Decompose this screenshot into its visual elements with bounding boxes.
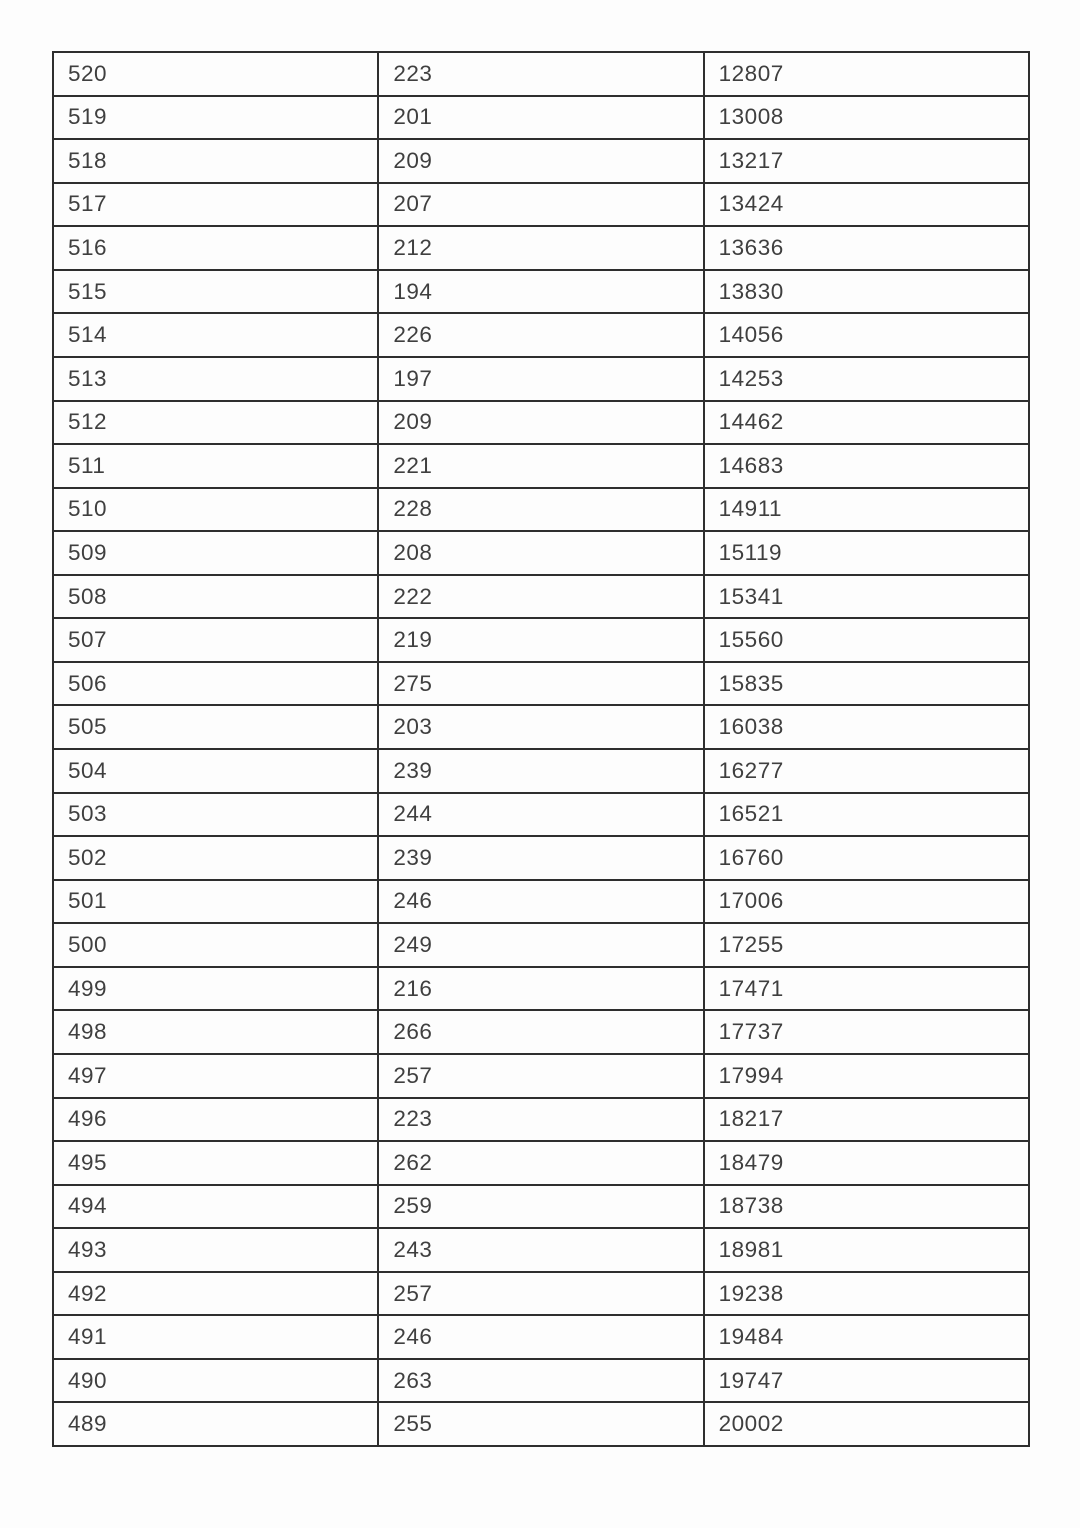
table-cell: 13830 (704, 270, 1029, 314)
table-cell: 197 (378, 357, 703, 401)
table-row (53, 1272, 1029, 1316)
table-cell: 13008 (704, 96, 1029, 140)
table-cell: 489 (53, 1402, 378, 1446)
table-cell: 491 (53, 1315, 378, 1359)
table-cell: 18479 (704, 1141, 1029, 1185)
table-cell: 209 (378, 139, 703, 183)
table-row (53, 1228, 1029, 1272)
table-cell: 518 (53, 139, 378, 183)
table-cell: 239 (378, 749, 703, 793)
table-cell: 514 (53, 313, 378, 357)
table-cell: 511 (53, 444, 378, 488)
table-cell: 19484 (704, 1315, 1029, 1359)
table-cell: 13424 (704, 183, 1029, 227)
table-cell: 512 (53, 401, 378, 445)
table-cell: 223 (378, 1098, 703, 1142)
table-cell: 19747 (704, 1359, 1029, 1403)
table-cell: 246 (378, 880, 703, 924)
table-cell: 221 (378, 444, 703, 488)
table-cell: 266 (378, 1010, 703, 1054)
table-cell: 516 (53, 226, 378, 270)
table-cell: 16760 (704, 836, 1029, 880)
score-distribution-table (52, 51, 1030, 1447)
table-cell: 201 (378, 96, 703, 140)
table-cell: 16038 (704, 705, 1029, 749)
table-cell: 209 (378, 401, 703, 445)
table-cell: 17255 (704, 923, 1029, 967)
table-cell: 500 (53, 923, 378, 967)
table-cell: 223 (378, 52, 703, 96)
table-row (53, 401, 1029, 445)
table-cell: 498 (53, 1010, 378, 1054)
table-cell: 15835 (704, 662, 1029, 706)
table-cell: 257 (378, 1054, 703, 1098)
table-row (53, 139, 1029, 183)
table-cell: 494 (53, 1185, 378, 1229)
table-cell: 13217 (704, 139, 1029, 183)
table-cell: 17994 (704, 1054, 1029, 1098)
table-cell: 499 (53, 967, 378, 1011)
table-cell: 17006 (704, 880, 1029, 924)
table-row (53, 1054, 1029, 1098)
table-cell: 495 (53, 1141, 378, 1185)
table-row (53, 270, 1029, 314)
table-cell: 246 (378, 1315, 703, 1359)
table-row (53, 96, 1029, 140)
table-cell: 492 (53, 1272, 378, 1316)
table-cell: 249 (378, 923, 703, 967)
table-cell: 501 (53, 880, 378, 924)
table-cell: 12807 (704, 52, 1029, 96)
table-row (53, 618, 1029, 662)
table-cell: 219 (378, 618, 703, 662)
table-cell: 14683 (704, 444, 1029, 488)
table-row (53, 1010, 1029, 1054)
table-row (53, 313, 1029, 357)
table-row (53, 1315, 1029, 1359)
table-cell: 502 (53, 836, 378, 880)
table-cell: 14253 (704, 357, 1029, 401)
table-cell: 222 (378, 575, 703, 619)
table-cell: 243 (378, 1228, 703, 1272)
table-row (53, 226, 1029, 270)
table-row (53, 357, 1029, 401)
table-row (53, 183, 1029, 227)
table-cell: 510 (53, 488, 378, 532)
table-cell: 18217 (704, 1098, 1029, 1142)
table-cell: 506 (53, 662, 378, 706)
table-cell: 17471 (704, 967, 1029, 1011)
table-cell: 508 (53, 575, 378, 619)
table-cell: 14056 (704, 313, 1029, 357)
table-cell: 207 (378, 183, 703, 227)
table-row (53, 1359, 1029, 1403)
table-cell: 212 (378, 226, 703, 270)
table-cell: 18981 (704, 1228, 1029, 1272)
table-row (53, 749, 1029, 793)
table-row (53, 488, 1029, 532)
table-cell: 513 (53, 357, 378, 401)
table-cell: 14462 (704, 401, 1029, 445)
table-cell: 262 (378, 1141, 703, 1185)
table-row (53, 967, 1029, 1011)
table-cell: 257 (378, 1272, 703, 1316)
table-cell: 263 (378, 1359, 703, 1403)
table-cell: 19238 (704, 1272, 1029, 1316)
table-cell: 16521 (704, 793, 1029, 837)
table-cell: 17737 (704, 1010, 1029, 1054)
table-row (53, 575, 1029, 619)
table-cell: 208 (378, 531, 703, 575)
table-row (53, 444, 1029, 488)
table-cell: 497 (53, 1054, 378, 1098)
table-row (53, 52, 1029, 96)
table-cell: 496 (53, 1098, 378, 1142)
table-cell: 515 (53, 270, 378, 314)
table-cell: 509 (53, 531, 378, 575)
table-cell: 203 (378, 705, 703, 749)
score-table-body (53, 52, 1029, 1446)
table-cell: 505 (53, 705, 378, 749)
table-cell: 504 (53, 749, 378, 793)
table-cell: 520 (53, 52, 378, 96)
table-row (53, 1141, 1029, 1185)
table-cell: 20002 (704, 1402, 1029, 1446)
table-row (53, 1098, 1029, 1142)
table-cell: 15119 (704, 531, 1029, 575)
table-cell: 239 (378, 836, 703, 880)
table-cell: 503 (53, 793, 378, 837)
table-cell: 517 (53, 183, 378, 227)
table-cell: 226 (378, 313, 703, 357)
table-cell: 519 (53, 96, 378, 140)
table-cell: 228 (378, 488, 703, 532)
table-cell: 244 (378, 793, 703, 837)
table-cell: 16277 (704, 749, 1029, 793)
table-cell: 14911 (704, 488, 1029, 532)
table-cell: 259 (378, 1185, 703, 1229)
table-cell: 275 (378, 662, 703, 706)
table-cell: 18738 (704, 1185, 1029, 1229)
table-cell: 15560 (704, 618, 1029, 662)
table-row (53, 880, 1029, 924)
table-cell: 194 (378, 270, 703, 314)
table-cell: 493 (53, 1228, 378, 1272)
table-row (53, 705, 1029, 749)
table-row (53, 1185, 1029, 1229)
table-row (53, 836, 1029, 880)
table-cell: 216 (378, 967, 703, 1011)
table-row (53, 923, 1029, 967)
table-row (53, 1402, 1029, 1446)
table-cell: 15341 (704, 575, 1029, 619)
table-cell: 255 (378, 1402, 703, 1446)
table-cell: 13636 (704, 226, 1029, 270)
table-row (53, 793, 1029, 837)
table-cell: 507 (53, 618, 378, 662)
table-row (53, 662, 1029, 706)
table-cell: 490 (53, 1359, 378, 1403)
table-row (53, 531, 1029, 575)
